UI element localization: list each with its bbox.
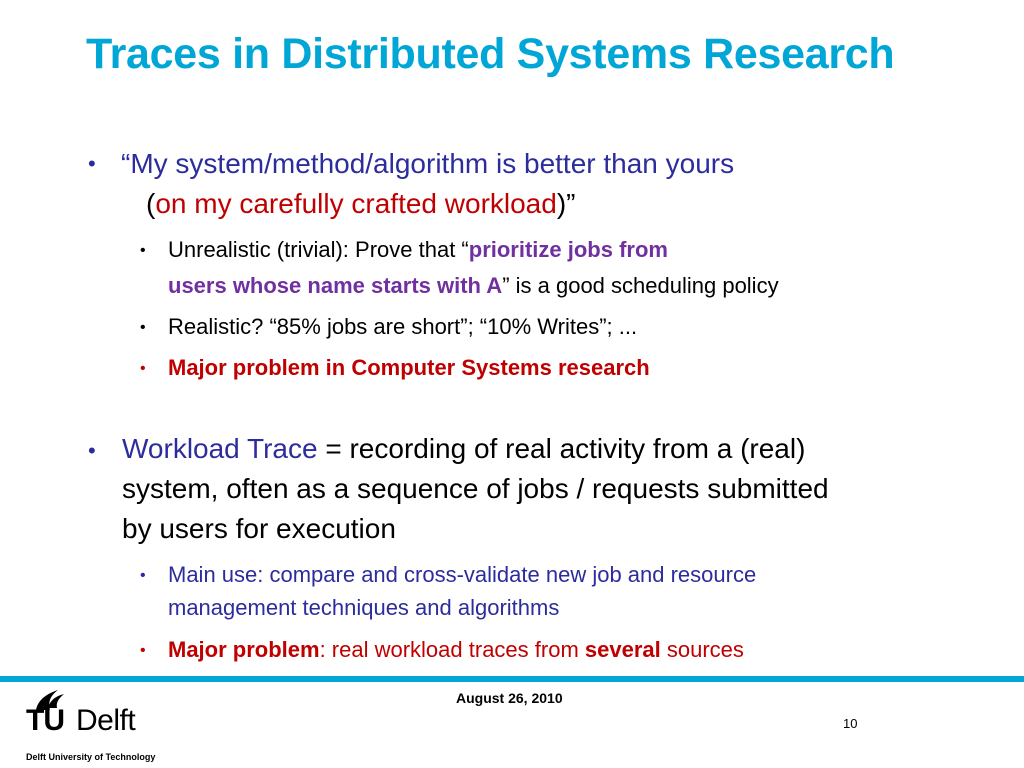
bullet-marker: • [88,438,96,463]
bullet-2-line-2: system, often as a sequence of jobs / requests submitted [122,473,829,504]
traces-text: : real workload traces from [319,637,585,662]
slide-title: Traces in Distributed Systems Research [86,30,895,78]
bullet-1-line-2 [146,188,576,220]
sub-bullet-2-1-line-2: management techniques and algorithms [168,595,560,620]
logo-delft-text: Delft [76,704,136,737]
sub-bullet-2-2 [168,637,744,663]
open-quote: “ [121,148,131,179]
sub-bullet-marker: • [140,642,146,659]
sub-bullet-2-1-line-1: Main use: compare and cross-validate new job and resource [168,562,757,587]
workload-text: on my carefully crafted workload [155,188,557,219]
major-problem-label: Major problem [168,637,320,662]
sub-bullet-1-2: Realistic? “85% jobs are short”; “10% Writes”; ... [168,314,638,339]
bullet-2-line-1 [122,433,805,465]
workload-trace-term: Workload Trace [122,433,318,464]
claim-text: My system/method/algorithm is better than yours [130,148,735,179]
unrealistic-prefix: Unrealistic (trivial): Prove that “ [168,237,469,262]
logo-subtitle: Delft University of Technology [26,752,156,762]
footer-divider [0,676,1024,682]
sub-bullet-marker: • [140,319,146,336]
users-text: users whose name starts with A [168,273,503,298]
bullet-marker: • [88,151,96,176]
sub-bullet-1-3: Major problem in Computer Systems research [168,355,650,380]
paren-close: )” [556,188,576,219]
sub-bullet-marker: • [140,567,146,584]
definition-text: = recording of real activity from a (real) [317,433,806,464]
page-number: 10 [843,716,858,731]
several-text: several [584,637,661,662]
policy-suffix: ” is a good scheduling policy [502,273,779,298]
bullet-1-line-1 [121,148,734,180]
footer-date: August 26, 2010 [456,690,563,706]
prioritize-text: prioritize jobs from [468,237,668,262]
paren-open: ( [146,188,156,219]
sub-bullet-1-1-line-1 [168,237,668,263]
sub-bullet-1-1-line-2 [168,273,779,299]
sources-text: sources [660,637,744,662]
sub-bullet-marker: • [140,360,146,377]
sub-bullet-marker: • [140,242,146,259]
logo-tu-text: TU [26,704,64,737]
tudelft-logo [22,686,172,766]
bullet-2-line-3: by users for execution [122,513,396,544]
